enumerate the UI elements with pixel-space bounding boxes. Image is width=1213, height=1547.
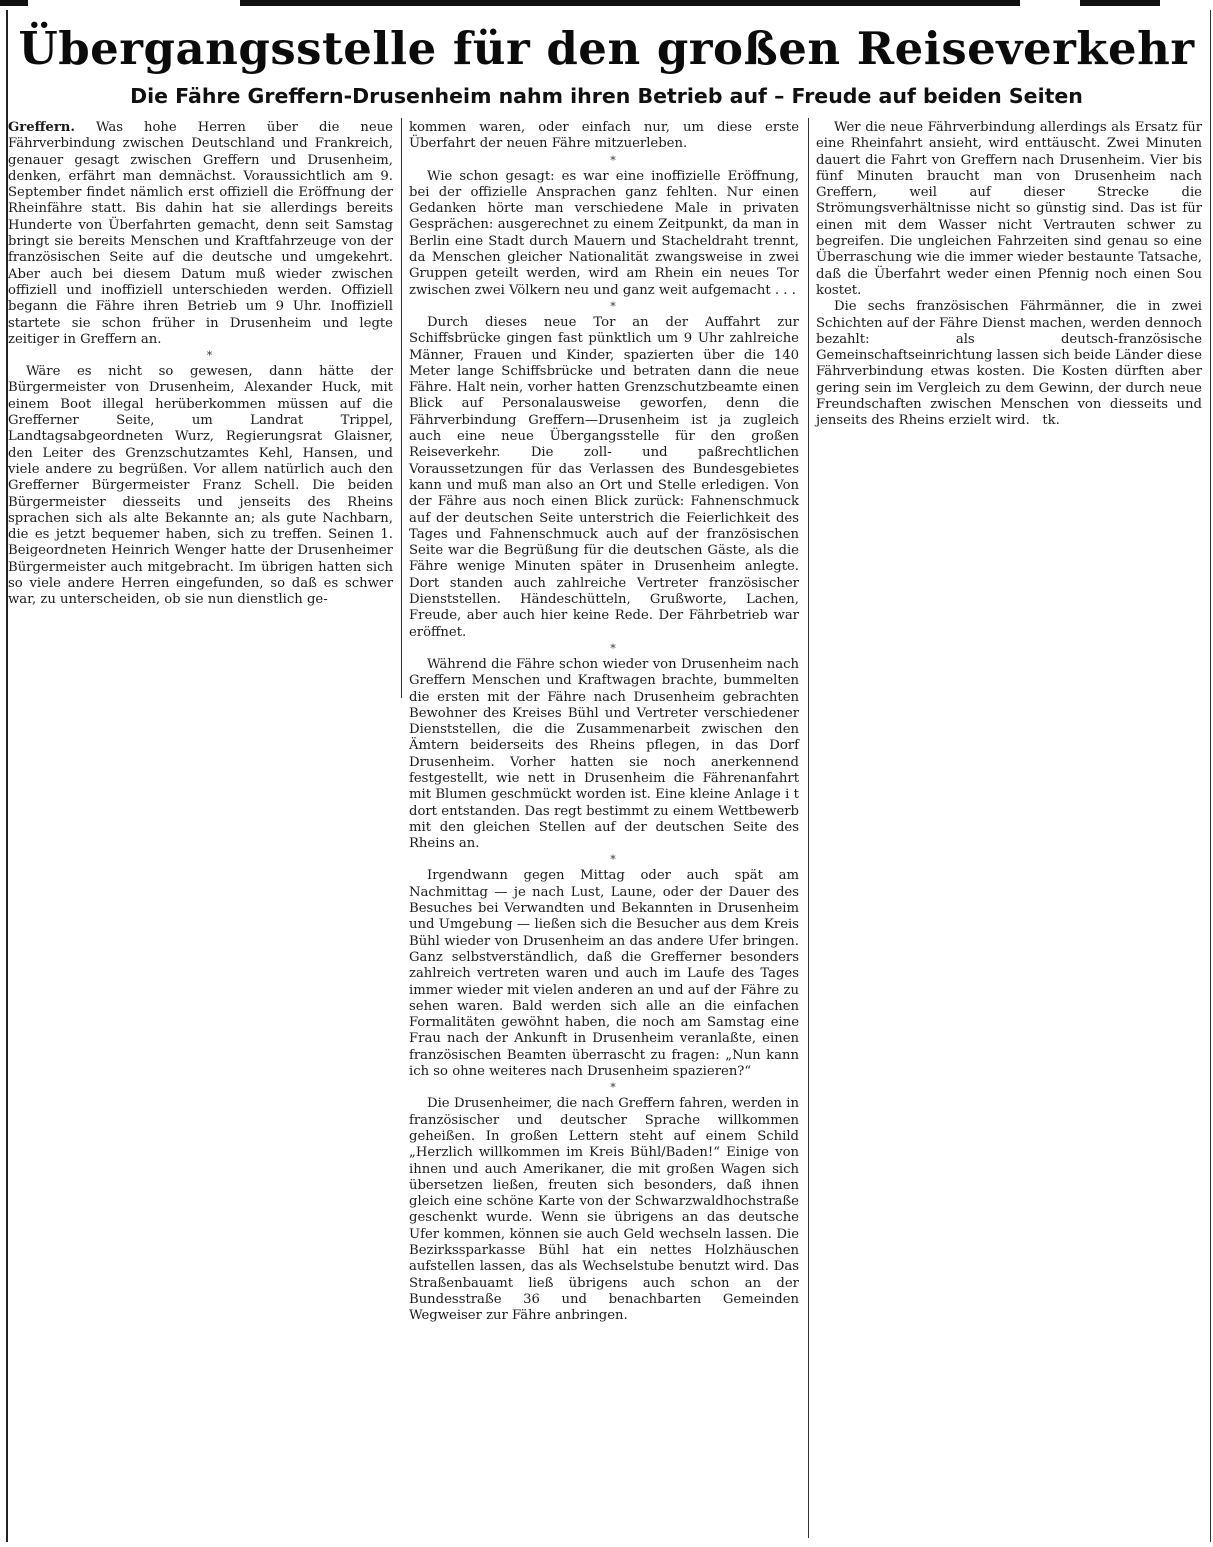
paragraph: Durch dieses neue Tor an der Auffahrt zur Schiffsbrücke gingen fast pünktlich um 9 Uhr zahlreiche Männer, Frauen und Kinder, spazierten über die 140 Meter lange Schiffsbrücke und betraten dann die neue Fähre. Halt nein, vorher hatten Grenzschutzbeamte einen Blick auf Personalausweise geworfen, denn die Fährverbindung Greffern—Drusenheim ist ja zugleich auch eine neue Übergangsstelle für den großen Reiseverkehr. Die zoll- und paßrechtlichen Voraussetzungen für das Verlassen des Bundesgebietes kann und muß man also an Ort und Stelle erledigen. Von der Fähre aus noch einen Blick zurück: Fahnenschmuck auf der deutschen Seite unterstrich die Feierlichkeit des Tages und Fahnenschmuck auch auf der französischen Seite war die Begrüßung für die deutschen Gäste, als die Fähre wenige Minuten später in Drusenheim anlegte. Dort standen auch zahlreiche Vertreter französischer Dienststellen. Händeschütteln, Grußworte, Lachen, Freude, aber auch hier keine Rede. Der Fährbetrieb war eröffnet. xyxy=(409,314,799,640)
article-column-2 xyxy=(409,120,799,1324)
column-rule xyxy=(808,118,809,1538)
section-separator: * xyxy=(610,1081,616,1095)
paragraph: Die Drusenheimer, die nach Greffern fahren, werden in französischer und deutscher Sprache willkommen geheißen. In großen Lettern steht auf einem Schild „Herzlich willkommen im Kreis Bühl/Baden!“ Einige von ihnen und auch Amerikaner, die mit großen Wagen sich übersetzen ließen, freuten sich besonders, daß ihnen gleich eine schöne Karte von der Schwarzwaldhochstraße geschenkt wurde. Wenn sie übrigens an das deutsche Ufer kommen, können sie auch Geld wechseln lassen. Die Bezirkssparkasse Bühl hat ein nettes Holzhäuschen aufstellen lassen, das als Wechselstube benutzt wird. Das Straßenbauamt ließ übrigens auch schon an der Bundesstraße 36 und benachbarten Gemeinden Wegweiser zur Fähre anbringen. xyxy=(409,1096,799,1324)
paragraph: Wäre es nicht so gewesen, dann hätte der Bürgermeister von Drusenheim, Alexander Huck, mit einem Boot illegal herüberkommen müssen auf die Grefferner Seite, um Landrat Trippel, Landtagsabgeordneten Wurz, Regierungsrat Glaisner, den Leiter des Grenzschutzamtes Kehl, Hansen, und viele andere zu begrüßen. Vor allem natürlich auch den Grefferner Bürgermeister Franz Schell. Die beiden Bürgermeister diesseits und jenseits des Rheins sprachen sich als alte Bekannte an; als gute Nachbarn, die es jetzt bequemer haben, sich zu treffen. Seinen 1. Beigeordneten Heinrich Wenger hatte der Drusenheimer Bürgermeister auch mitgebracht. Im übrigen hatten sich so viele andere Herren eingefunden, so daß es schwer war, zu unterscheiden, ob sie nun dienstlich ge- xyxy=(8,364,393,608)
paragraph: Wer die neue Fährverbindung allerdings als Ersatz für eine Rheinfahrt ansieht, wird enttäuscht. Zwei Minuten dauert die Fahrt von Greffern nach Drusenheim. Vier bis fünf Minuten braucht man von Drusenheim nach Greffern, weil auf dieser Strecke die Strömungsverhältnisse nicht so günstig sind. Das ist für einen mit dem Wasser nicht Vertrauten schwer zu begreifen. Die ungleichen Fahrzeiten sind genau so eine Überraschung wie die immer wieder bestaunte Tatsache, daß die Überfahrt weder einen Pfennig noch einen Sou kostet. xyxy=(816,120,1202,298)
paragraph: Irgendwann gegen Mittag oder auch spät am Nachmittag — je nach Lust, Laune, oder der Dauer des Besuches bei Verwandten und Bekannten in Drusenheim und Umgebung — ließen sich die Besucher aus dem Kreis Bühl wieder von Drusenheim an das andere Ufer bringen. Ganz selbstverständlich, daß die Grefferner besonders zahlreich vertreten waren und auch im Laufe des Tages immer wieder mit vielen anderen an und auf der Fähre zu sehen waren. Bald werden sich alle an die einfachen Formalitäten gewöhnt haben, die noch am Samstag eine Frau nach der Ankunft in Drusenheim veranlaßte, einen französischen Beamten überrascht zu fragen: „Nun kann ich so ohne weiteres nach Drusenheim spazieren?“ xyxy=(409,868,799,1080)
article-subheadline: Die Fähre Greffern-Drusenheim nahm ihren Betrieb auf – Freude auf beiden Seiten xyxy=(130,84,1083,108)
section-separator: * xyxy=(610,641,616,655)
paragraph-text: Was hohe Herren über die neue Fährverbindung zwischen Deutschland und Frankreich, genauer gesagt zwischen Greffern und Drusenheim, denken, erfährt man demnächst. Voraussichtlich am 9. September findet nämlich erst offiziell die Eröffnung der Rheinfähre statt. Bis dahin hat sie allerdings bereits Hunderte von Überfahrten gemacht, denn seit Samstag bringt sie bereits Menschen und Kraftfahrzeuge von der französischen Seite auf die deutsche und umgekehrt. Aber auch bei diesem Datum muß wieder zwischen offiziell und inoffiziell unterschieden werden. Offiziell begann die Fähre ihren Betrieb um 9 Uhr. Inoffiziell startete sie schon früher in Drusenheim und legte zeitiger in Greffern an. xyxy=(8,120,393,347)
top-print-bar xyxy=(0,0,1213,7)
paragraph xyxy=(8,120,393,348)
paragraph: Wie schon gesagt: es war eine inoffizielle Eröffnung, bei der offizielle Ansprachen ganz fehlten. Nur einen Gedanken hörte man verschiedene Male in privaten Gesprächen: ausgerechnet zu einem Zeitpunkt, da man in Berlin eine Stadt durch Mauern und Stacheldraht trennt, da Menschen gleicher Nationalität zwangsweise in zwei Gruppen geteilt werden, wird am Rhein ein neues Tor zwischen zwei Völkern neu und ganz weit aufgemacht . . . xyxy=(409,168,799,298)
section-separator: * xyxy=(206,349,213,363)
article-column-3 xyxy=(816,120,1202,430)
paragraph: Während die Fähre schon wieder von Drusenheim nach Greffern Menschen und Kraftwagen brachte, bummelten die ersten mit der Fähre nach Drusenheim gebrachten Bewohner des Kreises Bühl und Vertreter verschiedener Dienststellen, die die Zusammenarbeit zwischen den Ämtern beiderseits des Rheins pflegen, in das Dorf Drusenheim. Vorher hatten sie noch anerkennend festgestellt, wie nett in Drusenheim die Fährenanfahrt mit Blumen geschmückt worden ist. Eine kleine Anlage i t dort entstanden. Das regt bestimmt zu einem Wettbewerb mit den gleichen Stellen auf der deutschen Seite des Rheins an. xyxy=(409,656,799,852)
section-separator: * xyxy=(610,299,616,313)
paragraph: kommen waren, oder einfach nur, um diese erste Überfahrt der neuen Fähre mitzuerleben. xyxy=(409,120,799,152)
article-headline: Übergangsstelle für den großen Reiseverkehr xyxy=(18,22,1195,75)
author-signature: tk. xyxy=(1042,413,1060,429)
section-separator: * xyxy=(610,153,616,167)
section-separator: * xyxy=(610,853,616,867)
dateline: Greffern. xyxy=(8,120,75,135)
paragraph-text: Die sechs französischen Fährmänner, die in zwei Schichten auf der Fähre Dienst machen, werden dennoch bezahlt: als deutsch-französische Gemeinschaftseinrichtung lassen sich beide Länder diese Fährverbindung etwas kosten. Die Kosten dürften aber gering sein im Vergleich zu dem Gewinn, der durch neue Freundschaften zwischen Menschen von diesseits und jenseits des Rheins erzielt wird. xyxy=(816,299,1202,429)
article-column-1 xyxy=(8,120,393,609)
column-rule xyxy=(401,118,402,698)
paragraph xyxy=(816,299,1202,429)
